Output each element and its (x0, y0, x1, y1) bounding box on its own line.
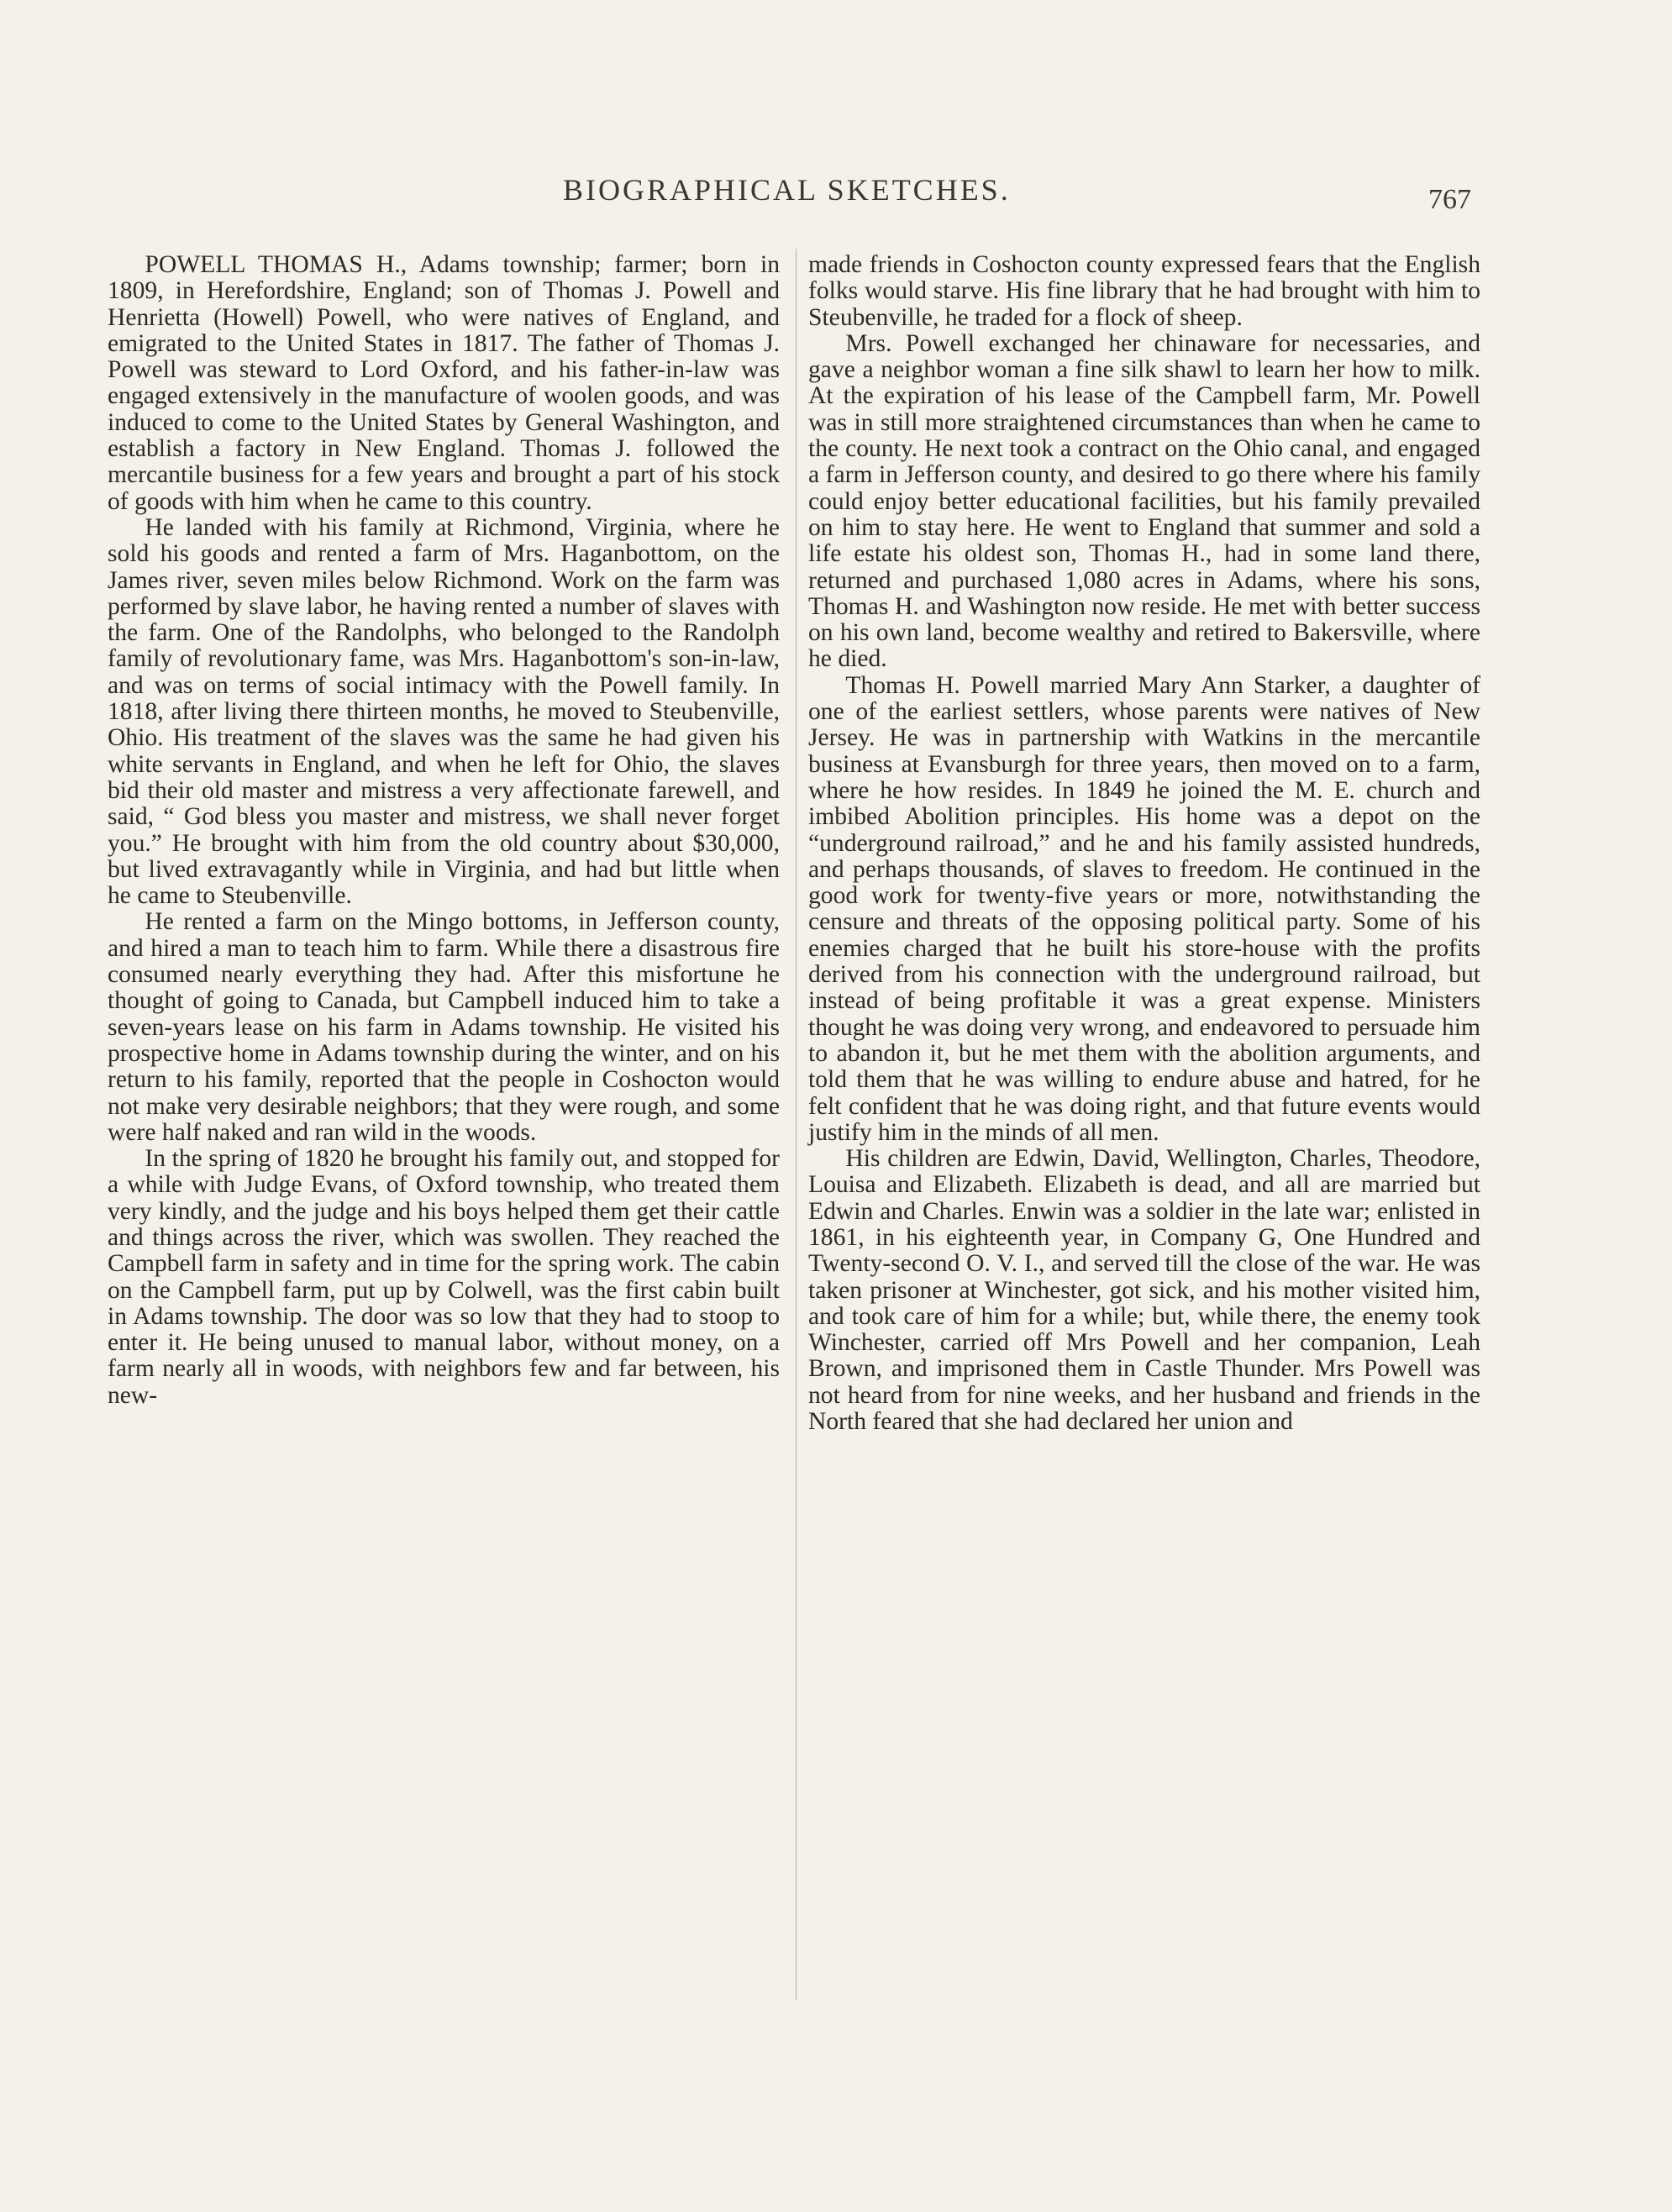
paragraph: He rented a farm on the Mingo bottoms, in Jefferson county, and hired a man to teach him to farm. While there a disastrous fire consumed nearly everything they had. After this misfortune he thought of going to Canada, but Campbell induced him to take a seven-years lease on his farm in Adams township. He visited his prospective home in Adams township during the winter, and on his return to his family, reported that the people in Coshocton would not make very desirable neighbors; that they were rough, and some were half naked and ran wild in the woods. (108, 908, 780, 1146)
running-title: BIOGRAPHICAL SKETCHES. (563, 173, 1011, 207)
paragraph: He landed with his family at Richmond, Virginia, where he sold his goods and rented a farm of Mrs. Haganbottom, on the James river, seven miles below Richmond. Work on the farm was performed by slave labor, he having rented a number of slaves with the farm. One of the Randolphs, who belonged to the Randolph family of revolutionary fame, was Mrs. Haganbottom's son-in-law, and was on terms of social intimacy with the Powell family. In 1818, after living there thirteen months, he moved to Steubenville, Ohio. His treatment of the slaves was the same he had given his white servants in England, and when he left for Ohio, the slaves bid their old master and mistress a very affectionate farewell, and said, “ God bless you master and mistress, we shall never forget you.” He brought with him from the old country about $30,000, but lived extravagantly while in Virginia, and had but little when he came to Steubenville. (108, 513, 780, 910)
paragraph: In the spring of 1820 he brought his family out, and stopped for a while with Judge Evans, of Oxford township, who treated them very kindly, and the judge and his boys helped them get their cattle and things across the river, which was swollen. They reached the Campbell farm in safety and in time for the spring work. The cabin on the Campbell farm, put up by Colwell, was the first cabin built in Adams township. The door was so low that they had to stoop to enter it. He being unused to manual labor, without money, on a farm nearly all in woods, with neighbors few and far between, his new- (108, 1145, 780, 1409)
column-divider (796, 249, 797, 2000)
paragraph: Thomas H. Powell married Mary Ann Starker, a daughter of one of the earliest settlers, whose parents were natives of New Jersey. He was in partnership with Watkins in the mercantile business at Evansburgh for three years, then moved on to a farm, where he how resides. In 1849 he joined the M. E. church and imbibed Abolition principles. His home was a depot on the “underground railroad,” and he and his family assisted hundreds, and perhaps thousands, of slaves to freedom. He continued in the good work for twenty-five years or more, notwithstanding the censure and threats of the opposing political party. Some of his enemies charged that he built his store-house with the profits derived from his connection with the underground railroad, but instead of being profitable it was a great expense. Ministers thought he was doing very wrong, and endeavored to persuade him to abandon it, but he met them with the abolition arguments, and told them that he was willing to endure abuse and hatred, for he felt confident that he was doing right, and that future events would justify him in the minds of all men. (808, 671, 1480, 1146)
paragraph: Mrs. Powell exchanged her chinaware for necessaries, and gave a neighbor woman a fine silk shawl to learn her how to milk. At the expiration of his lease of the Campbell farm, Mr. Powell was in still more straightened circumstances than when he came to the county. He next took a contract on the Ohio canal, and engaged a farm in Jefferson county, and desired to go there where his family could enjoy better educational facilities, but his family prevailed on him to stay here. He went to England that summer and sold a life estate his oldest son, Thomas H., had in some land there, returned and purchased 1,080 acres in Adams, where his sons, Thomas H. and Washington now reside. He met with better success on his own land, become wealthy and retired to Bakersville, where he died. (808, 329, 1480, 673)
right-column (808, 252, 1480, 1435)
paragraph: His children are Edwin, David, Wellington, Charles, Theodore, Louisa and Elizabeth. Elizabeth is dead, and all are married but Edwin and Charles. Enwin was a soldier in the late war; enlisted in 1861, in his eighteenth year, in Company G, One Hundred and Twenty-second O. V. I., and served till the close of the war. He was taken prisoner at Winchester, got sick, and his mother visited him, and took care of him for a while; but, while there, the enemy took Winchester, carried off Mrs Powell and her companion, Leah Brown, and imprisoned them in Castle Thunder. Mrs Powell was not heard from for nine weeks, and her husband and friends in the North feared that she had declared her union and (808, 1145, 1480, 1436)
page-number: 767 (1428, 184, 1471, 215)
paragraph-continued: made friends in Coshocton county expressed fears that the English folks would starve. His fine library that he had brought with him to Steubenville, he traded for a flock of sheep. (808, 251, 1480, 331)
left-column (108, 252, 780, 1409)
page-header (0, 172, 1672, 223)
paragraph: POWELL THOMAS H., Adams township; farmer; born in 1809, in Herefordshire, England; son of Thomas J. Powell and Henrietta (Howell) Powell, who were natives of England, and emigrated to the United States in 1817. The father of Thomas J. Powell was steward to Lord Oxford, and his father-in-law was engaged extensively in the manufacture of woolen goods, and was induced to come to the United States by General Washington, and establish a factory in New England. Thomas J. followed the mercantile business for a few years and brought a part of his stock of goods with him when he came to this country. (108, 251, 780, 515)
